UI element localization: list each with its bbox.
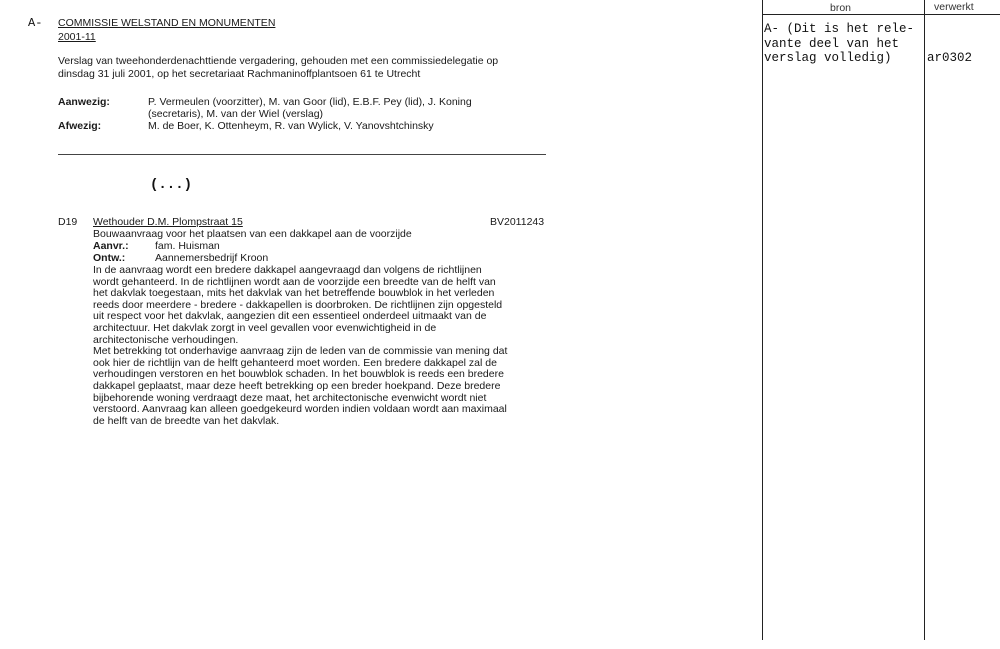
document-title: COMMISSIE WELSTAND EN MONUMENTEN — [58, 17, 276, 29]
intro-line-2: dinsdag 31 juli 2001, op het secretariaat Rachmaninoffplantsoen 61 te Utrecht — [58, 68, 421, 80]
document-number: 2001-11 — [58, 31, 96, 43]
applicant-value: fam. Huisman — [155, 240, 220, 252]
absent-label: Afwezig: — [58, 120, 102, 132]
body-line: verstoord. Aanvraag kan alleen goedgekeurd worden indien voldaan wordt aan maximaal — [93, 403, 507, 416]
section-marker: A- — [28, 16, 43, 30]
body-line: dakkapel geplaatst, maar deze heeft betrekking op een breder hoekpand. Deze bredere — [93, 379, 501, 392]
body-line: ook hier de richtlijn van de helft gehanteerd moet worden. Een bredere dakkapel zal de — [93, 356, 497, 369]
designer-label: Ontw.: — [93, 252, 126, 264]
verwerkt-column-left-border — [924, 0, 925, 640]
bron-column-left-border — [762, 0, 763, 640]
absent-value: M. de Boer, K. Ottenheym, R. van Wylick, V. Yanovshtchinsky — [148, 120, 434, 132]
intro-line-1: Verslag van tweehonderdenachttiende vergadering, gehouden met een commissiedelegatie op — [58, 55, 499, 67]
body-line: uit respect voor het dakvlak, aangezien dit een essentieel onderdeel uitmaakt van de — [93, 310, 487, 323]
section-separator — [58, 154, 546, 155]
bron-note-line-2: vante deel van het — [764, 37, 900, 51]
body-line: wordt gehanteerd. In de richtlijnen wordt aan de voorzijde een breedte van de helft van — [93, 275, 496, 288]
item-reference: BV2011243 — [490, 216, 545, 228]
applicant-label: Aanvr.: — [93, 240, 129, 252]
item-subject: Bouwaanvraag voor het plaatsen van een dakkapel aan de voorzijde — [93, 228, 412, 240]
bron-note-line-1: A- (Dit is het rele- — [764, 22, 915, 36]
body-line: Met betrekking tot onderhavige aanvraag zijn de leden van de commissie van mening dat — [93, 345, 508, 358]
present-line-2: (secretaris), M. van der Wiel (verslag) — [148, 108, 324, 120]
body-line: de helft van de breedte van het dakvlak. — [93, 414, 280, 427]
item-address: Wethouder D.M. Plompstraat 15 — [93, 216, 243, 228]
column-header-rule — [762, 14, 1000, 15]
designer-value: Aannemersbedrijf Kroon — [155, 252, 269, 264]
omission-mark: (...) — [150, 177, 193, 193]
verwerkt-header: verwerkt — [934, 1, 974, 13]
body-line: reeds door meerdere - bredere - dakkapellen is doorbroken. De richtlijnen zijn opgesteld — [93, 298, 503, 311]
item-body — [93, 265, 507, 427]
bron-note-line-3: verslag volledig) — [764, 51, 892, 65]
body-line: architectuur. Het dakvlak zorgt in veel gevallen voor evenwichtigheid in de — [93, 321, 437, 334]
verwerkt-code: ar0302 — [927, 51, 973, 65]
body-line: In de aanvraag wordt een bredere dakkapel aangevraagd dan volgens de richtlijnen — [93, 264, 482, 276]
body-line: architectonische verhoudingen. — [93, 333, 239, 346]
present-line-1: P. Vermeulen (voorzitter), M. van Goor (lid), E.B.F. Pey (lid), J. Koning — [148, 96, 472, 108]
bron-header: bron — [830, 2, 852, 14]
body-line: het dakvlak toegestaan, mits het dakvlak van het betreffende bouwblok in het verleden — [93, 287, 495, 300]
body-line: verhoudingen verstoren en het bouwblok schaden. In het bouwblok is reeds een bredere — [93, 368, 504, 381]
present-label: Aanwezig: — [58, 96, 110, 108]
item-code: D19 — [58, 216, 78, 228]
body-line: bijbehorende woning verdraagt deze maat, het architectonische evenwicht wordt niet — [93, 391, 487, 404]
